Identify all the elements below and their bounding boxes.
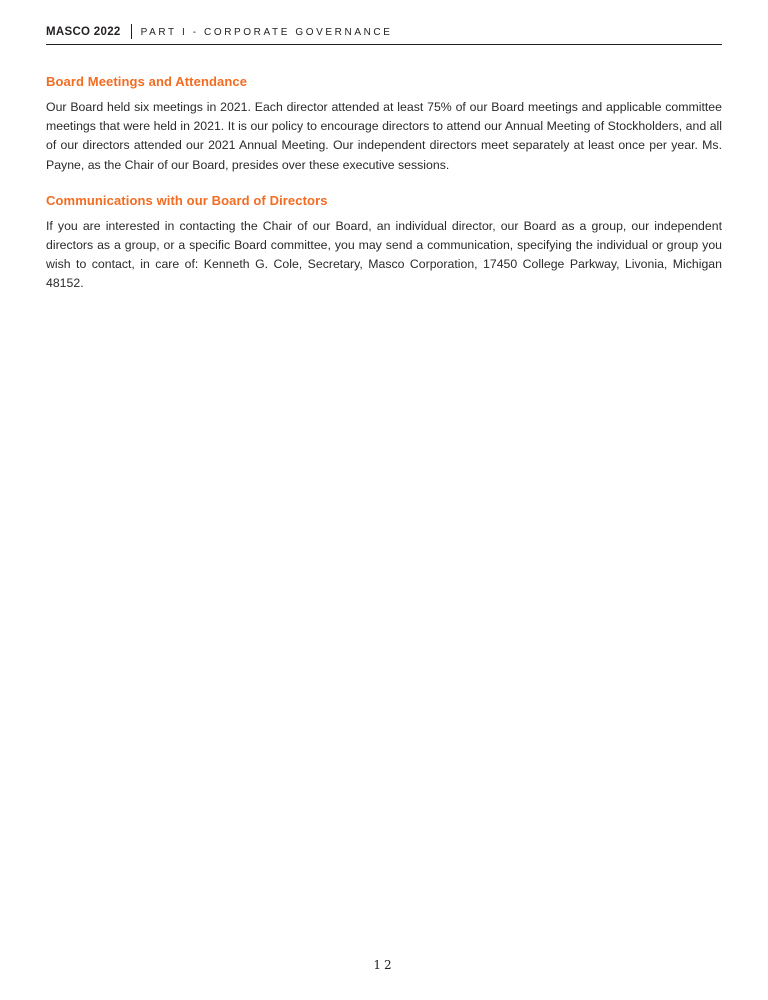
page-number: 12 xyxy=(373,958,395,972)
page-footer xyxy=(0,956,768,974)
header-section-label: PART I - CORPORATE GOVERNANCE xyxy=(140,26,393,38)
section-heading: Board Meetings and Attendance xyxy=(46,74,248,89)
header-rule xyxy=(46,44,722,45)
header-divider xyxy=(131,24,132,39)
section-board-meetings xyxy=(46,74,722,175)
section-communications xyxy=(46,193,722,294)
section-heading: Communications with our Board of Directors xyxy=(46,192,328,208)
page-header xyxy=(46,24,722,39)
brand-label: MASCO 2022 xyxy=(46,25,121,38)
section-body-text: Our Board held six meetings in 2021. Each director attended at least 75% of our Board meetings and applicable committee meetings that were held in 2021. It is our policy to encourage directors to attend our Annual Meeting of Stockholders, and all of our directors attended our 2021 Annual Meeting. Our independent directors meet separately at least once per year. Ms. Payne, as the Chair of our Board, presides over these executive sessions. xyxy=(46,100,722,172)
page-content xyxy=(46,74,722,312)
section-body-text: If you are interested in contacting the Chair of our Board, an individual director, our Board as a group, our independent directors as a group, or a specific Board committee, you may send a communication, specifying the individual or group you wish to contact, in care of: Kenneth G. Cole, Secretary, Masco Corporation, 17450 College Parkway, Livonia, Michigan 48152. xyxy=(46,218,722,291)
